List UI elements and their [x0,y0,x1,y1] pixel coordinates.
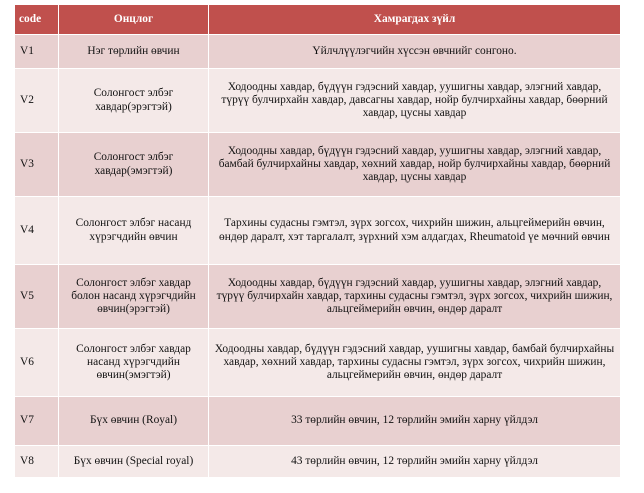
table-row [15,35,621,69]
table-row [15,329,621,397]
row-code: V4 [15,197,59,265]
table-row [15,397,621,446]
row-name: Солонгост элбэг насанд хүрэгчдийн өвчин [59,197,209,265]
table-row [15,446,621,478]
table-row [15,133,621,197]
row-name: Нэг төрлийн өвчин [59,35,209,69]
table-row [15,265,621,329]
header-code: code [15,5,59,35]
header-scope: Хамрагдах зүйл [209,5,621,35]
row-name: Бүх өвчин (Special royal) [59,446,209,478]
row-scope: Ходоодны хавдар, бүдүүн гэдэсний хавдар, уушигны хавдар, элэгний хавдар, бамбай булчирхайны хавдар, хөхний хавдар, нойр булчирхайны хавдар, бөөрний хавдар, цусны хавдар [209,133,621,197]
row-name: Солонгост элбэг хавдар(эрэгтэй) [59,69,209,133]
row-code: V5 [15,265,59,329]
row-code: V1 [15,35,59,69]
row-name: Бүх өвчин (Royal) [59,397,209,446]
row-scope: Үйлчлүүлэгчийн хүссэн өвчнийг сонгоно. [209,35,621,69]
header-row [15,5,621,35]
row-code: V3 [15,133,59,197]
row-name: Солонгост элбэг хавдар насанд хүрэгчдийн өвчин(эмэгтэй) [59,329,209,397]
row-code: V7 [15,397,59,446]
row-name: Солонгост элбэг хавдар(эмэгтэй) [59,133,209,197]
table-row [15,197,621,265]
row-scope: Ходоодны хавдар, бүдүүн гэдэсний хавдар, уушигны хавдар, элэгний хавдар, түрүү булчирхайн хавдар, давсагны хавдар, нойр булчирхайны хавдар, бөөрний хавдар, цусны хавдар [209,69,621,133]
row-code: V8 [15,446,59,478]
row-scope: Ходоодны хавдар, бүдүүн гэдэсний хавдар, уушигны хавдар, элэгний хавдар, түрүү булчирхайн хавдар, тархины судасны гэмтэл, зүрх зогсох, чихрийн шижин, альцгеймерийн өвчин, өндөр даралт [209,265,621,329]
row-scope: Ходоодны хавдар, бүдүүн гэдэсний хавдар, уушигны хавдар, бамбай булчирхайны хавдар, хөхний хавдар, тархины судасны гэмтэл, зүрх зогсох, чихрийн шижин, альцгеймерийн өвчин, өндөр даралт [209,329,621,397]
table-row [15,69,621,133]
header-name: Онцлог [59,5,209,35]
row-scope: 33 төрлийн өвчин, 12 төрлийн эмийн харну үйлдэл [209,397,621,446]
row-scope: Тархины судасны гэмтэл, зүрх зогсох, чихрийн шижин, альцгеймерийн өвчин, өндөр даралт, хэт таргалалт, зүрхний хэм алдагдах, Rheumatoid үе мөчний өвчин [209,197,621,265]
row-code: V6 [15,329,59,397]
row-scope: 43 төрлийн өвчин, 12 төрлийн эмийн харну үйлдэл [209,446,621,478]
row-name: Солонгост элбэг хавдар болон насанд хүрэгчдийн өвчин(эрэгтэй) [59,265,209,329]
row-code: V2 [15,69,59,133]
coverage-table [14,4,621,478]
